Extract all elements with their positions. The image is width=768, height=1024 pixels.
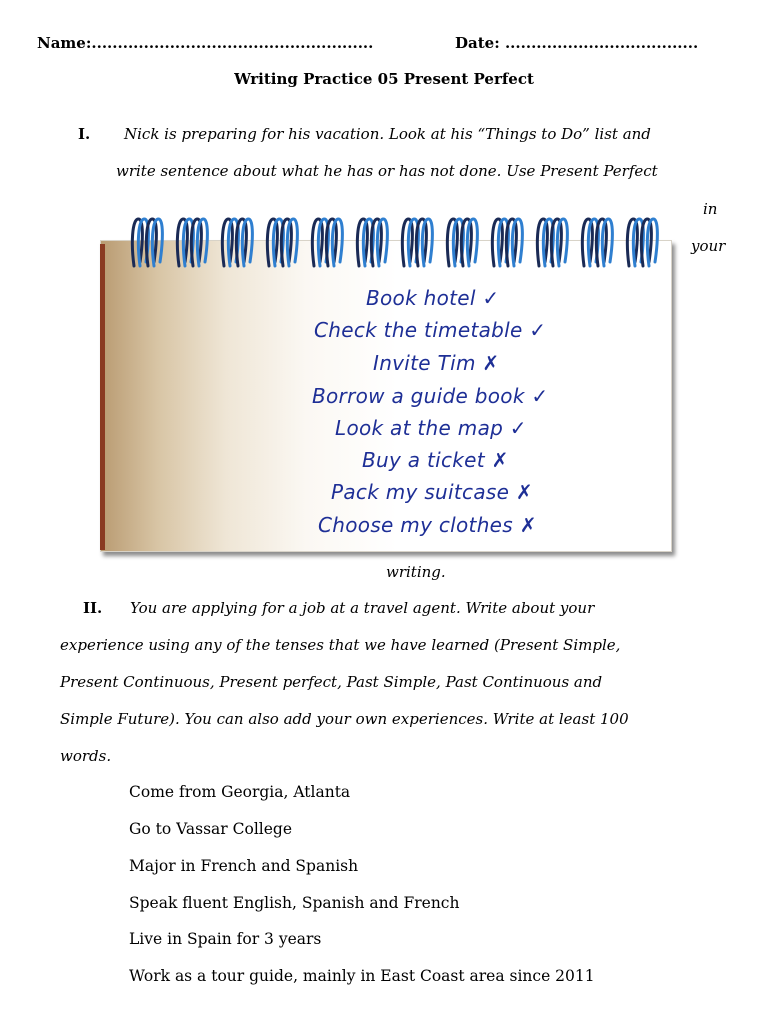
section-1-word-writing: writing. — [386, 563, 446, 581]
section-1-word-your: your — [691, 237, 726, 255]
section-1-word-in: in — [703, 200, 718, 218]
spiral-ring — [400, 214, 436, 272]
section-2-numeral: II. — [83, 599, 103, 617]
spiral-ring — [490, 214, 526, 272]
todo-item: Buy a ticket ✗ — [362, 448, 509, 472]
todo-item: Borrow a guide book ✓ — [312, 384, 549, 408]
todo-item: Look at the map ✓ — [335, 416, 527, 440]
fact-item: Major in French and Spanish — [129, 857, 359, 875]
fact-item: Go to Vassar College — [129, 820, 292, 838]
spiral-ring — [310, 214, 346, 272]
page-title: Writing Practice 05 Present Perfect — [234, 70, 534, 88]
name-field: Name:...................................................... — [37, 34, 374, 52]
todo-item: Choose my clothes ✗ — [318, 513, 537, 537]
todo-item: Invite Tim ✗ — [373, 351, 500, 375]
spiral-ring — [580, 214, 616, 272]
section-2-line: Simple Future). You can also add your own experiences. Write at least 100 — [60, 710, 629, 728]
todo-item: Check the timetable ✓ — [314, 318, 547, 342]
fact-item: Speak fluent English, Spanish and French — [129, 894, 460, 912]
notebook-cover-edge — [100, 244, 105, 550]
todo-item: Pack my suitcase ✗ — [331, 480, 533, 504]
section-1-numeral: I. — [78, 125, 91, 143]
section-1-line-1: Nick is preparing for his vacation. Look at his “Things to Do” list and — [124, 125, 651, 143]
spiral-ring — [130, 214, 166, 272]
section-2-line: words. — [60, 747, 112, 765]
spiral-ring — [175, 214, 211, 272]
todo-item: Book hotel ✓ — [366, 286, 500, 310]
section-2-line: You are applying for a job at a travel agent. Write about your — [130, 599, 595, 617]
spiral-ring — [265, 214, 301, 272]
date-field: Date: ..................................... — [455, 34, 699, 52]
section-1-line-2: write sentence about what he has or has not done. Use Present Perfect — [116, 162, 658, 180]
spiral-ring — [220, 214, 256, 272]
spiral-ring — [535, 214, 571, 272]
spiral-ring — [625, 214, 661, 272]
spiral-ring — [355, 214, 391, 272]
fact-item: Come from Georgia, Atlanta — [129, 783, 351, 801]
fact-item: Live in Spain for 3 years — [129, 930, 322, 948]
fact-item: Work as a tour guide, mainly in East Coast area since 2011 — [129, 967, 595, 985]
section-2-line: Present Continuous, Present perfect, Past Simple, Past Continuous and — [60, 673, 603, 691]
spiral-ring — [445, 214, 481, 272]
section-2-line: experience using any of the tenses that we have learned (Present Simple, — [60, 636, 621, 654]
